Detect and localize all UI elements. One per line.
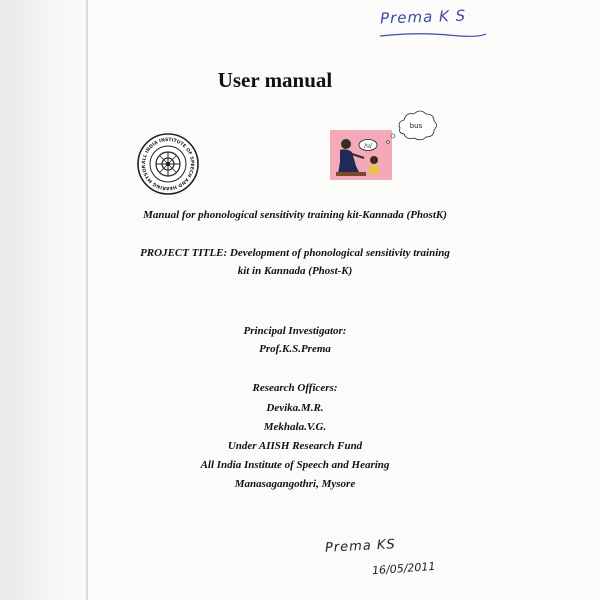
svg-text:ALL INDIA INSTITUTE OF SPEECH: ALL INDIA INSTITUTE OF SPEECH AND HEARING MYSOR	[141, 137, 195, 191]
handwritten-signature-top: Prema K S	[379, 6, 467, 28]
thought-bubble	[387, 111, 437, 143]
institute-place: Manasagangothri, Mysore	[234, 478, 356, 490]
handwritten-signature-bottom: Prema KS	[324, 537, 397, 556]
pi-heading: Principal Investigator:	[243, 325, 347, 337]
institute-name: All India Institute of Speech and Hearing	[200, 459, 390, 471]
project-title-line-2: kit in Kannada (Phost-K)	[237, 265, 353, 277]
aiish-seal-logo	[137, 133, 199, 195]
project-title-line-1: PROJECT TITLE: Development of phonological sensitivity training	[140, 247, 450, 259]
handwritten-date: 16/05/2011	[371, 559, 436, 578]
phonology-illustration	[330, 108, 440, 183]
research-officer-2: Mekhala.V.G.	[263, 421, 327, 433]
svg-text:/u/: /u/	[364, 142, 372, 150]
signature-underline	[378, 30, 488, 40]
page-title: User manual	[217, 68, 333, 92]
research-officer-1: Devika.M.R.	[266, 402, 324, 414]
research-officers-heading: Research Officers:	[252, 382, 338, 394]
manual-subtitle: Manual for phonological sensitivity training kit-Kannada (PhostK)	[143, 209, 447, 221]
speech-bubble	[359, 140, 377, 151]
pi-name: Prof.K.S.Prema	[259, 343, 331, 355]
svg-text:bus: bus	[409, 122, 423, 130]
research-fund: Under AIISH Research Fund	[227, 440, 363, 452]
